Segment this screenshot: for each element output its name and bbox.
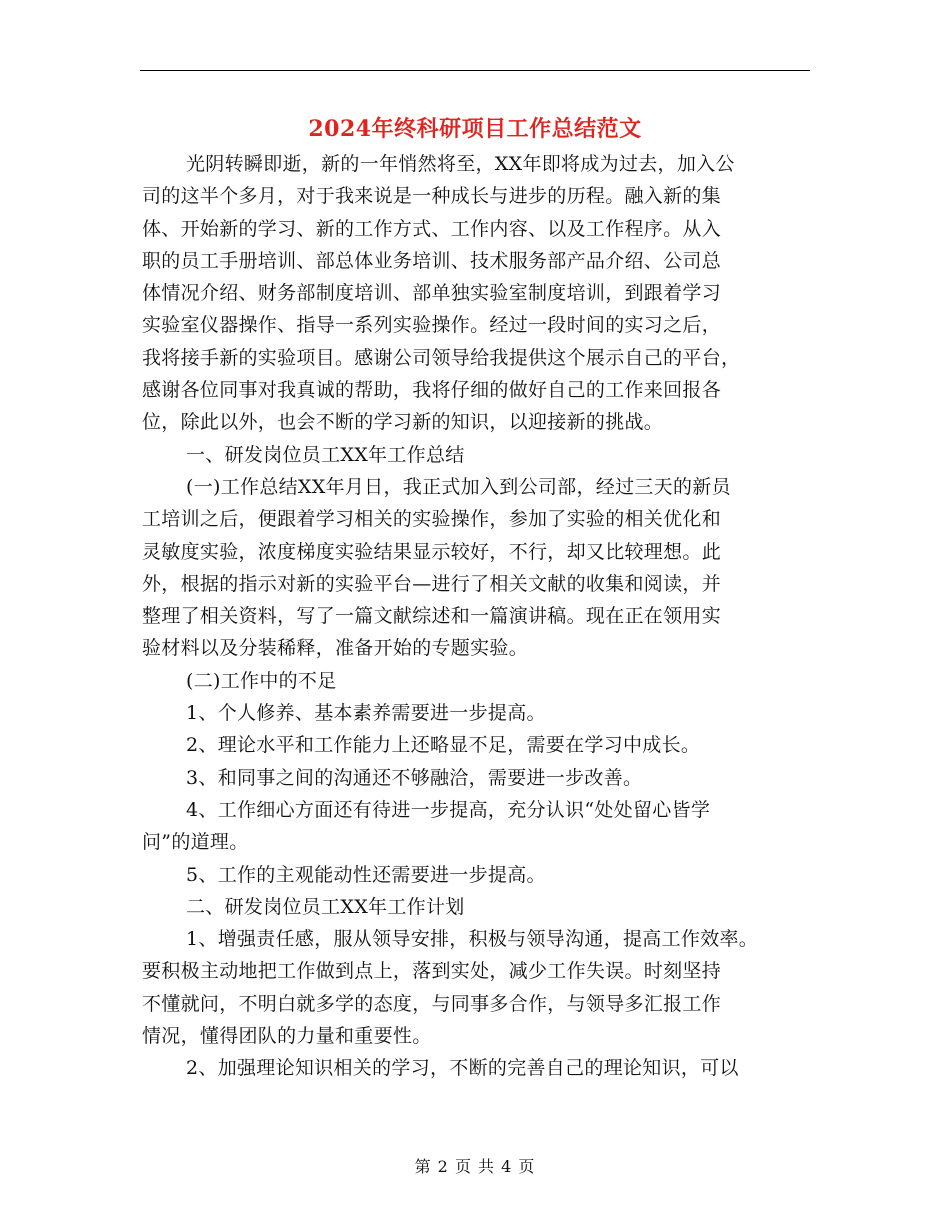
text-line: 工培训之后，便跟着学习相关的实验操作，参加了实验的相关优化和	[142, 508, 722, 531]
text-line: 我将接手新的实验项目。感谢公司领导给我提供这个展示自己的平台，	[142, 346, 741, 369]
document-title: 2024年终科研项目工作总结范文	[308, 116, 642, 142]
text-line: 2、理论水平和工作能力上还略显不足，需要在学习中成长。	[186, 734, 701, 757]
text-line: 光阴转瞬即逝，新的一年悄然将至，XX年即将成为过去，加入公	[186, 153, 735, 175]
text-line: 5、工作的主观能动性还需要进一步提高。	[186, 863, 546, 886]
text-line: (一)工作总结XX年月日，我正式加入到公司部，经过三天的新员	[186, 475, 731, 498]
text-line: 职的员工手册培训、部总体业务培训、技术服务部产品介绍、公司总	[142, 249, 722, 272]
text-line: 体、开始新的学习、新的工作方式、工作内容、以及工作程序。从入	[142, 217, 722, 240]
text-line: 位，除此以外，也会不断的学习新的知识，以迎接新的挑战。	[142, 411, 664, 434]
text-line: 一、研发岗位员工XX年工作总结	[186, 443, 465, 466]
text-line: 情况，懂得团队的力量和重要性。	[142, 1025, 432, 1048]
text-line: 感谢各位同事对我真诚的帮助，我将仔细的做好自己的工作来回报各	[142, 379, 722, 402]
text-line: 司的这半个多月，对于我来说是一种成长与进步的历程。融入新的集	[142, 185, 722, 208]
text-line: (二)工作中的不足	[186, 669, 337, 692]
text-line: 要积极主动地把工作做到点上，落到实处，减少工作失误。时刻坚持	[142, 960, 722, 983]
header-rule	[140, 70, 810, 71]
text-line: 整理了相关资料，写了一篇文献综述和一篇演讲稿。现在正在领用实	[142, 605, 722, 628]
text-line: 体情况介绍、财务部制度培训、部单独实验室制度培训，到跟着学习	[142, 282, 722, 305]
text-line: 灵敏度实验，浓度梯度实验结果显示较好，不行，却又比较理想。此	[142, 540, 722, 563]
text-line: 外，根据的指示对新的实验平台—进行了相关文献的收集和阅读，并	[142, 572, 722, 595]
text-line: 不懂就问，不明白就多学的态度，与同事多合作，与领导多汇报工作	[142, 992, 722, 1015]
text-line: 验材料以及分装稀释，准备开始的专题实验。	[142, 637, 529, 660]
page-footer: 第 2 页 共 4 页	[414, 1157, 536, 1176]
document-body	[142, 148, 810, 1085]
text-line: 实验室仪器操作、指导一系列实验操作。经过一段时间的实习之后，	[142, 314, 722, 337]
text-line: 2、加强理论知识相关的学习，不断的完善自己的理论知识，可以	[186, 1057, 739, 1080]
text-line: 1、个人修养、基本素养需要进一步提高。	[186, 702, 546, 725]
text-line: 3、和同事之间的沟通还不够融洽，需要进一步改善。	[186, 766, 643, 789]
text-line: 二、研发岗位员工XX年工作计划	[186, 895, 465, 918]
text-line: 4、工作细心方面还有待进一步提高，充分认识“处处留心皆学	[186, 798, 711, 821]
text-line: 问”的道理。	[142, 831, 249, 854]
text-line: 1、增强责任感，服从领导安排，积极与领导沟通，提高工作效率。	[186, 928, 759, 951]
